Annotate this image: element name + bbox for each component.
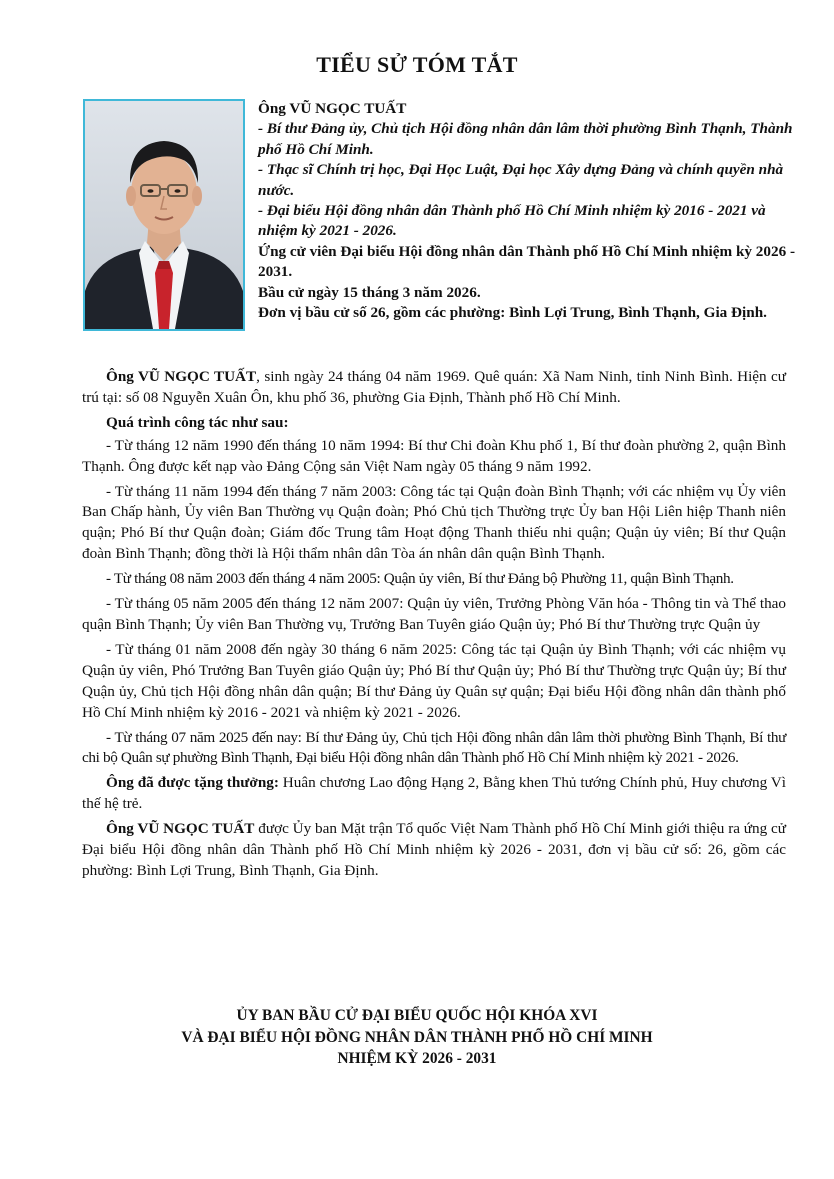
awards-label: Ông đã được tặng thưởng: (106, 774, 279, 792)
bio-intro-name: Ông VŨ NGỌC TUẤT (106, 368, 257, 385)
career-item: - Từ tháng 11 năm 1994 đến tháng 7 năm 2003: Công tác tại Quận đoàn Bình Thạnh; với các nhiệm vụ Ủy viên Ban Chấp hành, Ủy viên Ban Thường vụ Quận đoàn; Phó Chủ tịch Thường trực Ủy ban Hội Liên hiệp Thanh niên quận; Phó Bí thư Quận đoàn; Giám đốc Trung tâm Hoạt động Thanh thiếu nhi quận; Quận ủy viên; Bí thư Quận đoàn Bình Thạnh; đồng thời là Hội thẩm nhân dân Tòa án nhân dân quận Bình Thạnh. (82, 482, 786, 563)
career-item: - Từ tháng 01 năm 2008 đến ngày 30 tháng 6 năm 2025: Công tác tại Quận ủy Bình Thạnh; với các nhiệm vụ Quận ủy viên, Phó Trưởng Ban Tuyên giáo Quận ủy; Phó Bí thư Quận ủy; Phó Bí thư Thường trực Quận ủy; Bí thư Quận ủy, Chủ tịch Hội đồng nhân dân quận; Bí thư Đảng ủy Quân sự quận; Đại biểu Hội đồng nhân dân thành phố Hồ Chí Minh nhiệm kỳ 2016 - 2021 và nhiệm kỳ 2021 - 2026. (82, 640, 786, 721)
summary-electoral-unit: Đơn vị bầu cử số 26, gồm các phường: Bình Lợi Trung, Bình Thạnh, Gia Định. (258, 304, 767, 322)
summary-position: - Bí thư Đảng ủy, Chủ tịch Hội đồng nhân dân lâm thời phường Bình Thạnh, Thành phố Hồ Chí Minh. (258, 120, 793, 158)
biography-body (82, 367, 786, 886)
candidate-name-heading: Ông VŨ NGỌC TUẤT (258, 100, 407, 117)
issuing-committee (0, 1005, 834, 1070)
closing-paragraph (82, 819, 786, 882)
summary-election-date: Bầu cử ngày 15 tháng 3 năm 2026. (258, 283, 481, 301)
summary-candidacy: Ứng cử viên Đại biểu Hội đồng nhân dân Thành phố Hồ Chí Minh nhiệm kỳ 2026 - 2031. (258, 242, 796, 281)
bio-intro-text: , sinh ngày 24 tháng 04 năm 1969. Quê quán: Xã Nam Ninh, tỉnh Ninh Bình. Hiện cư trú tại: số 08 Nguyễn Xuân Ôn, khu phố 36, phường Gia Định, Thành phố Hồ Chí Minh. (82, 368, 787, 406)
awards-paragraph (82, 773, 786, 815)
committee-line-3: NHIỆM KỲ 2026 - 2031 (337, 1050, 497, 1067)
career-heading: Quá trình công tác như sau: (106, 413, 289, 431)
summary-block (258, 99, 803, 323)
career-item: - Từ tháng 07 năm 2025 đến nay: Bí thư Đảng ủy, Chủ tịch Hội đồng nhân dân lâm thời phường Bình Thạnh, Bí thư chi bộ Quân sự phường Bình Thạnh, Đại biểu Hội đồng nhân dân Thành phố Hồ Chí Minh nhiệm kỳ 2021 - 2026. (82, 728, 786, 767)
closing-text: được Ủy ban Mặt trận Tổ quốc Việt Nam Thành phố Hồ Chí Minh giới thiệu ra ứng cử Đại biểu Hội đồng nhân dân Thành phố Hồ Chí Minh nhiệm kỳ 2026 - 2031, đơn vị bầu cử số: 26, gồm các phường: Bình Lợi Trung, Bình Thạnh, Gia Định. (82, 820, 787, 879)
document-title: TIỂU SỬ TÓM TẮT (316, 52, 518, 77)
summary-education: - Thạc sĩ Chính trị học, Đại Học Luật, Đại học Xây dựng Đảng và chính quyền nhà nước. (258, 161, 784, 199)
bio-intro-paragraph (82, 367, 786, 409)
portrait-photo (83, 99, 245, 331)
career-item: - Từ tháng 08 năm 2003 đến tháng 4 năm 2005: Quận ủy viên, Bí thư Đảng bộ Phường 11, quận Bình Thạnh. (106, 570, 734, 588)
committee-line-1: ỦY BAN BẦU CỬ ĐẠI BIỂU QUỐC HỘI KHÓA XVI (236, 1007, 598, 1024)
closing-name: Ông VŨ NGỌC TUẤT (106, 820, 255, 838)
person-portrait-icon (85, 101, 243, 329)
awards-text: Huân chương Lao động Hạng 2, Bằng khen Thủ tướng Chính phủ, Huy chương Vì thế hệ trẻ. (82, 774, 786, 813)
career-item: - Từ tháng 12 năm 1990 đến tháng 10 năm 1994: Bí thư Chi đoàn Khu phố 1, Bí thư đoàn phường 2, quận Bình Thạnh. Ông được kết nạp vào Đảng Cộng sản Việt Nam ngày 05 tháng 9 năm 1992. (82, 436, 786, 475)
committee-line-2: VÀ ĐẠI BIỂU HỘI ĐỒNG NHÂN DÂN THÀNH PHỐ HỒ CHÍ MINH (181, 1028, 653, 1046)
summary-council-terms: - Đại biểu Hội đồng nhân dân Thành phố Hồ Chí Minh nhiệm kỳ 2016 - 2021 và nhiệm kỳ 2021 - 2026. (258, 202, 766, 240)
career-item: - Từ tháng 05 năm 2005 đến tháng 12 năm 2007: Quận ủy viên, Trưởng Phòng Văn hóa - Thông tin và Thể thao quận Bình Thạnh; Ủy viên Ban Thường vụ, Trưởng Ban Tuyên giáo Quận ủy; Phó Bí thư Thường trực Quận ủy (82, 595, 786, 633)
